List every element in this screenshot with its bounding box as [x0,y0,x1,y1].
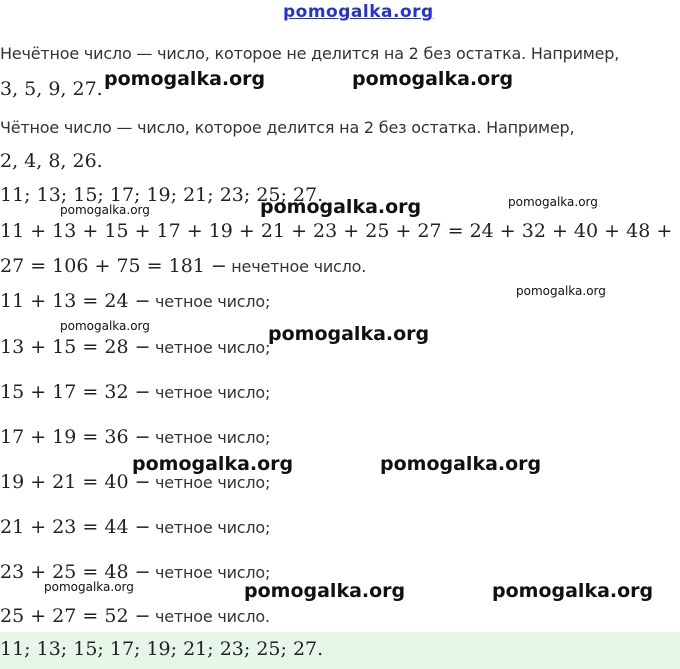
pair-sum-row [0,516,270,538]
pair-sum-expression: 13 + 15 = 28 − [0,336,151,358]
pair-sum-row [0,381,270,403]
pair-sum-note: четное число; [154,518,271,537]
watermark: pomogalka.org [132,453,294,475]
pair-sum-row [0,336,270,358]
pair-sum-expression: 19 + 21 = 40 − [0,471,151,493]
watermark: pomogalka.org [60,203,150,217]
total-sum-line2 [0,255,366,277]
pair-sum-expression: 11 + 13 = 24 − [0,290,151,312]
pair-sum-note: четное число; [154,473,271,492]
watermark: pomogalka.org [60,319,150,333]
even-definition: Чётное число — число, которое делится на 2 без остатка. Например, [0,118,575,137]
pair-sum-row [0,290,270,312]
pair-sum-row [0,426,270,448]
pair-sum-note: четное число; [154,383,271,402]
pair-sum-expression: 25 + 27 = 52 − [0,605,151,627]
answer-text: 11; 13; 15; 17; 19; 21; 23; 25; 27. [0,638,324,660]
pair-sum-note: четное число. [154,607,270,626]
watermark: pomogalka.org [260,196,422,218]
watermark: pomogalka.org [244,580,406,602]
pair-sum-expression: 15 + 17 = 32 − [0,381,151,403]
site-logo-link[interactable]: pomogalka.org [283,2,434,22]
watermark: pomogalka.org [104,68,266,90]
number-sequence: 11; 13; 15; 17; 19; 21; 23; 25; 27. [0,184,324,206]
odd-definition: Нечётное число — число, которое не делится на 2 без остатка. Например, [0,44,620,63]
watermark: pomogalka.org [516,284,606,298]
watermark: pomogalka.org [352,68,514,90]
pair-sum-note: четное число; [154,292,271,311]
pair-sum-row [0,561,270,583]
even-examples: 2, 4, 8, 26. [0,150,103,172]
pair-sum-expression: 23 + 25 = 48 − [0,561,151,583]
watermark: pomogalka.org [44,580,134,594]
total-sum-note: нечетное число. [231,257,367,276]
odd-examples: 3, 5, 9, 27. [0,78,103,100]
pair-sum-expression: 17 + 19 = 36 − [0,426,151,448]
watermark: pomogalka.org [268,323,430,345]
watermark: pomogalka.org [508,195,598,209]
total-sum-line1: 11 + 13 + 15 + 17 + 19 + 21 + 23 + 25 + 27 = 24 + 32 + 40 + 48 + [0,220,673,242]
watermark: pomogalka.org [492,580,654,602]
pair-sum-note: четное число; [154,428,271,447]
pair-sum-note: четное число; [154,563,271,582]
answer-box [0,632,680,669]
watermark: pomogalka.org [380,453,542,475]
pair-sum-row [0,605,270,627]
total-sum-expression: 27 = 106 + 75 = 181 − [0,255,227,277]
pair-sum-note: четное число; [154,338,271,357]
pair-sum-expression: 21 + 23 = 44 − [0,516,151,538]
